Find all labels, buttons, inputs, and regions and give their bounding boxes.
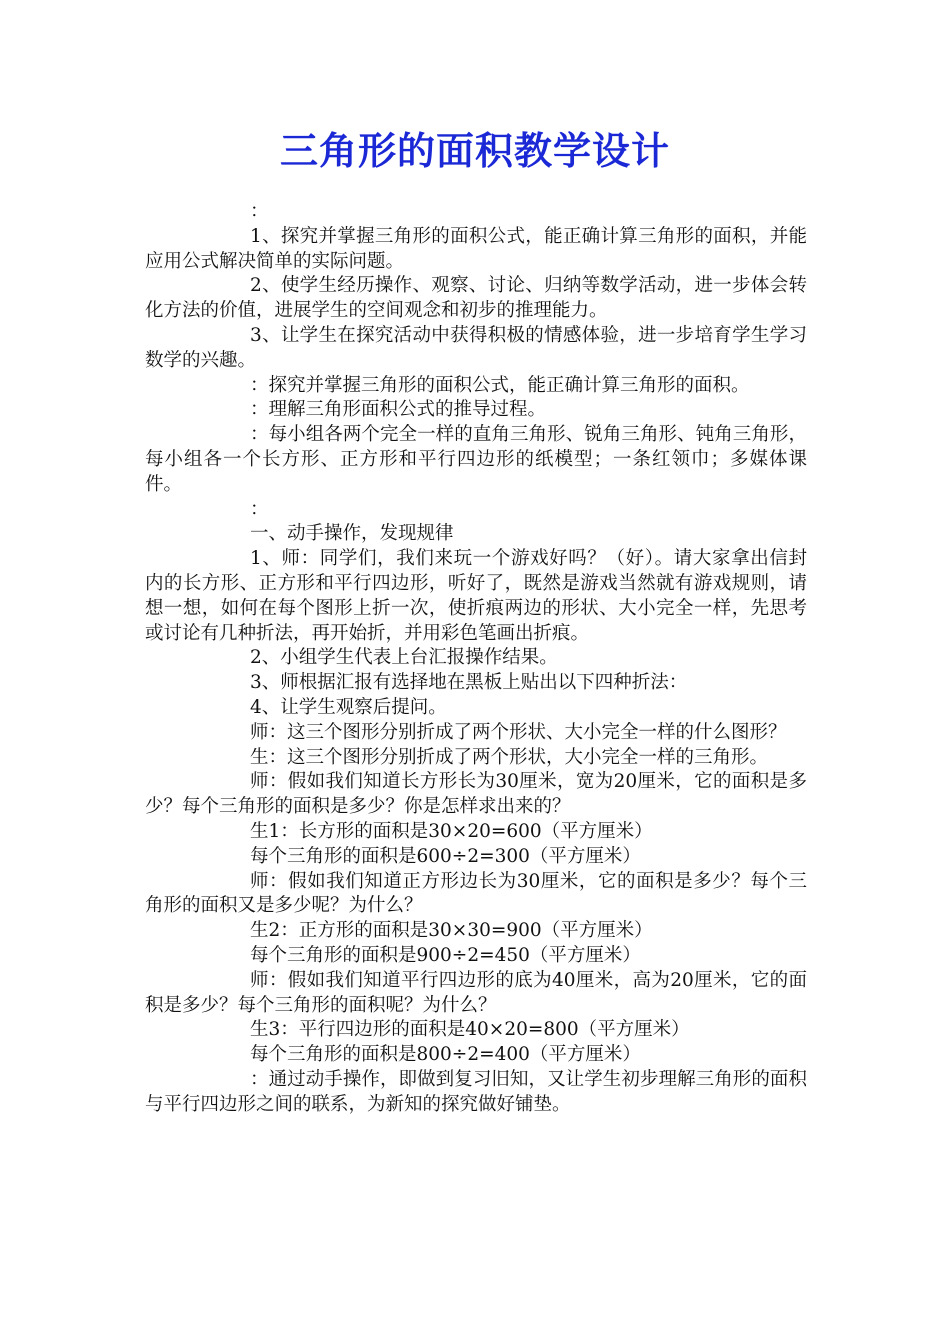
- paragraph: 生：这三个图形分别折成了两个形状，大小完全一样的三角形。: [250, 746, 769, 768]
- paragraph: 生3：平行四边形的面积是40×20=800（平方厘米）: [250, 1019, 690, 1041]
- paragraph: 师：假如我们知道长方形长为30厘米，宽为20厘米，它的面积是多少？每个三角形的面积是多少？你是怎样求出来的？: [145, 771, 807, 818]
- paragraph: 师：假如我们知道正方形边长为30厘米，它的面积是多少？每个三角形的面积又是多少呢？为什么？: [145, 870, 807, 917]
- paragraph: 师：这三个图形分别折成了两个形状、大小完全一样的什么图形？: [250, 721, 787, 743]
- document-title: 三角形的面积教学设计: [279, 128, 670, 173]
- paragraph: 1、探究并掌握三角形的面积公式，能正确计算三角形的面积，并能应用公式解决简单的实际问题。: [145, 225, 807, 272]
- paragraph: ：每小组各两个完全一样的直角三角形、锐角三角形、钝角三角形，每小组各一个长方形、正方形和平行四边形的纸模型；一条红领巾；多媒体课件。: [145, 424, 807, 495]
- paragraph: 每个三角形的面积是900÷2=450（平方厘米）: [250, 944, 641, 966]
- paragraph: 生1：长方形的面积是30×20=600（平方厘米）: [250, 820, 653, 842]
- paragraph: 4、让学生观察后提问。: [250, 696, 447, 718]
- paragraph: 2、使学生经历操作、观察、讨论、归纳等数学活动，进一步体会转化方法的价值，进展学生的空间观念和初步的推理能力。: [145, 275, 807, 322]
- paragraph: 3、师根据汇报有选择地在黑板上贴出以下四种折法：: [250, 672, 688, 694]
- paragraph: ：探究并掌握三角形的面积公式，能正确计算三角形的面积。: [250, 374, 750, 396]
- paragraph: ：理解三角形面积公式的推导过程。: [250, 399, 547, 421]
- document-body: [145, 200, 807, 1117]
- paragraph: 每个三角形的面积是800÷2=400（平方厘米）: [250, 1044, 641, 1066]
- paragraph: 1、师：同学们，我们来玩一个游戏好吗？（好）。请大家拿出信封内的长方形、正方形和平行四边形，听好了，既然是游戏当然就有游戏规则，请想一想，如何在每个图形上折一次，使折痕两边的形状、大小完全一样，先思考或讨论有几种折法，再开始折，并用彩色笔画出折痕。: [145, 548, 807, 644]
- paragraph: ：: [250, 201, 269, 222]
- paragraph: 一、动手操作，发现规律: [250, 523, 454, 545]
- paragraph: 3、让学生在探究活动中获得积极的情感体验，进一步培育学生学习数学的兴趣。: [145, 324, 807, 371]
- paragraph: 师：假如我们知道平行四边形的底为40厘米，高为20厘米，它的面积是多少？每个三角形的面积呢？为什么？: [145, 969, 807, 1016]
- paragraph: 每个三角形的面积是600÷2=300（平方厘米）: [250, 845, 641, 867]
- paragraph: 2、小组学生代表上台汇报操作结果。: [250, 647, 558, 669]
- paragraph: ：: [250, 498, 269, 520]
- paragraph: ：通过动手操作，即做到复习旧知，又让学生初步理解三角形的面积与平行四边形之间的联系，为新知的探究做好铺垫。: [145, 1068, 807, 1115]
- paragraph: 生2：正方形的面积是30×30=900（平方厘米）: [250, 920, 653, 942]
